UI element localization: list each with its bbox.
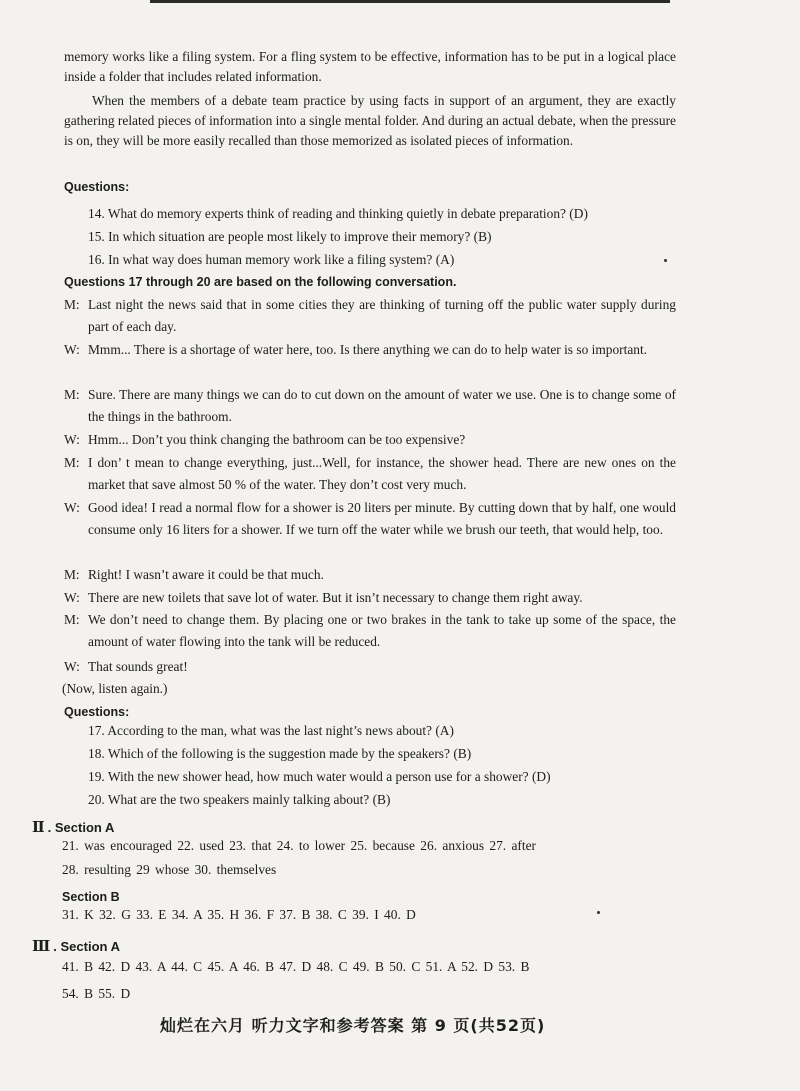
- intro-paragraph-2: When the members of a debate team practice by using facts in support of an argument, they are exactly gathering related pieces of information into a single mental folder. And during an actual debate, when the pressure is on, they will be more easily recalled than those memorized as isolated pieces of information.: [64, 93, 676, 148]
- dialogue-turn-9: [64, 609, 676, 653]
- question-15: 15. In which situation are people most likely to improve their memory? (B): [88, 229, 492, 244]
- dialogue-text: I don’ t mean to change everything, just...Well, for instance, the shower head. There are new ones on the market that save almost 50 % of the water. They don’t cost very much.: [88, 455, 676, 492]
- answers-28-30: 28. resulting 29 whose 30. themselves: [62, 862, 277, 877]
- speaker-label: W:: [64, 659, 80, 674]
- part-2-heading: [32, 818, 114, 837]
- answers-31-40: 31. K 32. G 33. E 34. A 35. H 36. F 37. B 38. C 39. I 40. D: [62, 907, 416, 922]
- dialogue-text: Hmm... Don’t you think changing the bathroom can be too expensive?: [88, 432, 466, 447]
- dialogue-text: That sounds great!: [88, 659, 188, 674]
- dialogue-turn-5: [64, 452, 676, 496]
- part-3-heading: [32, 937, 120, 956]
- dialogue-turn-1: [64, 294, 676, 338]
- page-footer: 灿烂在六月 听力文字和参考答案 第 9 页(共52页): [160, 1016, 546, 1035]
- speaker-label: M:: [64, 297, 80, 312]
- dialogue-turn-8: [64, 587, 676, 609]
- question-18: 18. Which of the following is the suggestion made by the speakers? (B): [88, 746, 472, 761]
- answers-41-53: 41. B 42. D 43. A 44. C 45. A 46. B 47. D 48. C 49. B 50. C 51. A 52. D 53. B: [62, 959, 530, 974]
- answers-21-27: 21. was encouraged 22. used 23. that 24. to lower 25. because 26. anxious 27. after: [62, 838, 537, 853]
- speaker-label: W:: [64, 342, 80, 357]
- speaker-label: W:: [64, 500, 80, 515]
- section-b-heading: Section B: [62, 890, 120, 904]
- dialogue-text: There are new toilets that save lot of water. But it isn’t necessary to change them right away.: [88, 590, 583, 605]
- dialogue-turn-4: [64, 429, 676, 451]
- dialogue-turn-3: [64, 384, 676, 428]
- stray-dot-mark: [664, 259, 667, 262]
- part-3-label: . Section A: [53, 939, 120, 954]
- dialogue-turn-2: [64, 339, 676, 361]
- dialogue-text: Sure. There are many things we can do to cut down on the amount of water we use. One is to change some of the things in the bathroom.: [88, 387, 676, 424]
- part-3-numeral: Ⅲ: [32, 939, 51, 955]
- intro-paragraph-1: memory works like a filing system. For a fling system to be effective, information has to be put in a logical place inside a folder that includes related information.: [64, 49, 676, 84]
- speaker-label: M:: [64, 567, 80, 582]
- question-20: 20. What are the two speakers mainly talking about? (B): [88, 792, 391, 807]
- dialogue-text: We don’t need to change them. By placing one or two brakes in the tank to take up some of the space, the amount of water flowing into the tank will be reduced.: [88, 612, 676, 649]
- dialogue-text: Good idea! I read a normal flow for a shower is 20 liters per minute. By cutting down that by half, one would consume only 16 liters for a shower. If we turn off the water while we brush our teeth, that would help, too.: [88, 500, 676, 537]
- answers-54-55: 54. B 55. D: [62, 986, 131, 1001]
- part-2-label: . Section A: [47, 820, 115, 835]
- dialogue-text: Right! I wasn’t aware it could be that much.: [88, 567, 324, 582]
- listen-again-note: (Now, listen again.): [62, 681, 168, 696]
- question-16: 16. In what way does human memory work like a filing system? (A): [88, 252, 455, 267]
- speaker-label: W:: [64, 590, 80, 605]
- dialogue-turn-7: [64, 564, 676, 586]
- speaker-label: M:: [64, 387, 80, 402]
- questions-heading-2: Questions:: [64, 705, 130, 719]
- question-17: 17. According to the man, what was the last night’s news about? (A): [88, 723, 454, 738]
- dialogue-text: Mmm... There is a shortage of water here, too. Is there anything we can do to help water is so important.: [88, 342, 648, 357]
- dialogue-text: Last night the news said that in some cities they are thinking of turning off the public water supply during part of each day.: [88, 297, 676, 334]
- question-14: 14. What do memory experts think of reading and thinking quietly in debate preparation? (D): [88, 206, 588, 221]
- dialogue-turn-10: [64, 656, 676, 678]
- speaker-label: M:: [64, 455, 80, 470]
- part-2-numeral: Ⅱ: [32, 820, 45, 836]
- dialogue-turn-6: [64, 497, 676, 541]
- conversation-heading: Questions 17 through 20 are based on the following conversation.: [64, 275, 457, 289]
- stray-dot-mark: [597, 911, 600, 914]
- questions-heading-1: Questions:: [64, 180, 130, 194]
- question-19: 19. With the new shower head, how much water would a person use for a shower? (D): [88, 769, 551, 784]
- speaker-label: W:: [64, 432, 80, 447]
- speaker-label: M:: [64, 612, 80, 627]
